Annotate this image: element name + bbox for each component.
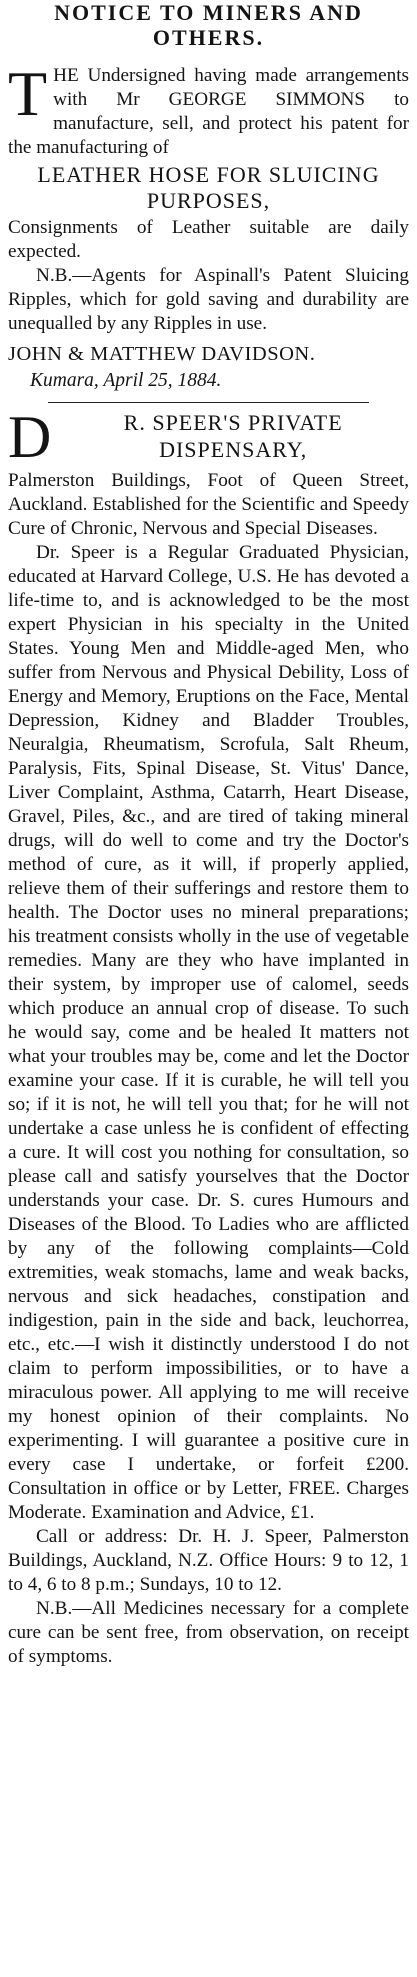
notice-dispensary <box>8 404 409 1669</box>
notice-title: NOTICE TO MINERS AND OTHERS. <box>54 0 363 50</box>
drop-cap: T <box>8 58 48 129</box>
notice-miners <box>8 0 409 394</box>
consignments-text: Consignments of Leather suitable are daily expected. <box>8 217 409 262</box>
notice-intro: HE Undersigned having made arrangements with Mr GEORGE SIMMONS to manufacture, sell, and protect his patent for the manufacturing of <box>8 65 409 158</box>
dispensary-title: R. SPEER'S PRIVATE DISPENSARY, <box>123 410 343 462</box>
dispensary-address: Palmerston Buildings, Foot of Queen Street, Auckland. Established for the Scientific and Speedy Cure of Chronic, Nervous and Special Diseases. <box>8 470 409 539</box>
notice-intro-block <box>8 58 409 160</box>
drop-cap: D <box>8 404 52 470</box>
dispensary-body: Dr. Speer is a Regular Graduated Physician, educated at Harvard College, U.S. He has devoted a life-time to, and is acknowledged to be the most expert Physician in his specialty in the United States. Young Men and Middle-aged Men, who suffer from Nervous and Physical Debility, Loss of Energy and Memory, Eruptions on the Face, Mental Depression, Kidney and Bladder Troubles, Neuralgia, Rheumatism, Scrofula, Salt Rheum, Paralysis, Fits, Spinal Disease, St. Vitus' Dance, Liver Complaint, Asthma, Catarrh, Heart Disease, Gravel, Piles, &c., and are tired of taking mineral drugs, will do well to come and try the Doctor's method of cure, as it will, if properly applied, relieve them of their sufferings and restore them to health. The Doctor uses no mineral preparations; his treatment consists wholly in the use of vegetable remedies. Many are they who have implanted in their system, by improper use of calomel, seeds which produce an annual crop of disease. To such he would say, come and be healed It matters not what your troubles may be, come and let the Doctor examine your case. If it is curable, he will tell you so; if it is not, he will tell you that; for he will not undertake a case unless he is confident of effecting a cure. It will cost you nothing for consultation, so please call and satisfy yourselves that the Doctor understands your case. Dr. S. cures Humours and Diseases of the Blood. To Ladies who are afflicted by any of the following complaints—Cold extremities, weak stomachs, lame and weak backs, nervous and sick headaches, constipation and indigestion, pain in the side and back, leuchorrea, etc., etc.—I wish it distinctly understood I do not claim to perform impossibilities, or to have a miraculous power. All applying to me will receive my honest opinion of their complaints. No experimenting. I will guarantee a positive cure in every case I undertake, or forfeit £200. Consultation in office or by Letter, FREE. Charges Moderate. Examination and Advice, £1. <box>8 542 409 1523</box>
divider <box>48 402 369 403</box>
dateline: Kumara, April 25, 1884. <box>30 370 222 391</box>
dispensary-heading-block <box>8 404 409 470</box>
signature: JOHN & MATTHEW DAVIDSON. <box>8 343 316 365</box>
agents-note: N.B.—Agents for Aspinall's Patent Sluicing Ripples, which for gold saving and durability are unequalled by any Ripples in use. <box>8 265 409 334</box>
product-heading: LEATHER HOSE FOR SLUICING PURPOSES, <box>37 162 380 213</box>
dispensary-nb: N.B.—All Medicines necessary for a complete cure can be sent free, from observation, on receipt of symptoms. <box>8 1598 409 1667</box>
dispensary-contact: Call or address: Dr. H. J. Speer, Palmerston Buildings, Auckland, N.Z. Office Hours: 9 to 12, 1 to 4, 6 to 8 p.m.; Sundays, 10 to 12. <box>8 1526 409 1595</box>
